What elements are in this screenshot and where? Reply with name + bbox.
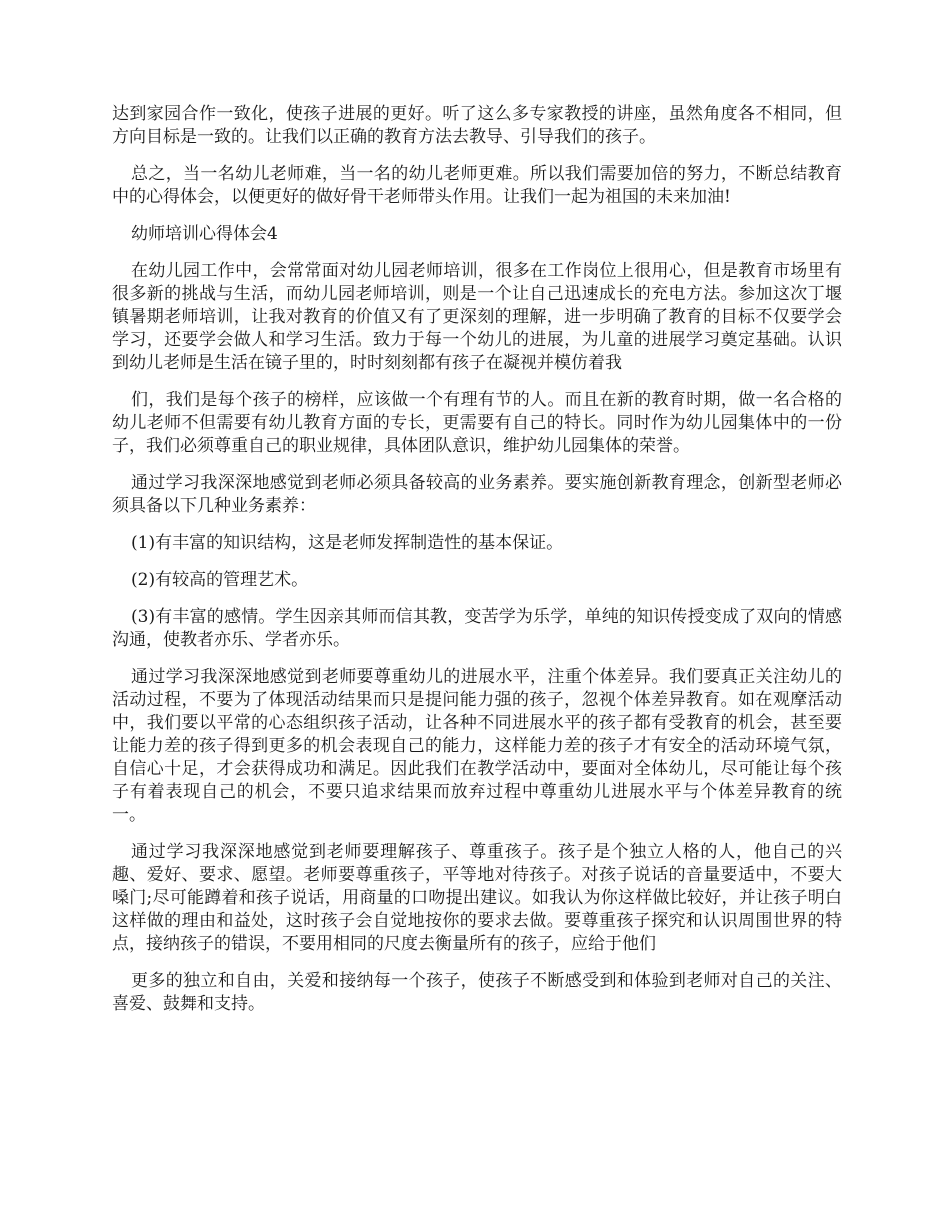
paragraph-training-overview: 在幼儿园工作中，会常常面对幼儿园老师培训，很多在工作岗位上很用心，但是教育市场里有很多新的挑战与生活，而幼儿园老师培训，则是一个让自己迅速成长的充电方法。参加这次丁堰镇暑期老师培训，让我对教育的价值又有了更深刻的理解，进一步明确了教育的目标不仅要学会学习，还要学会做人和学习生活。致力于每一个幼儿的进展，为儿童的进展学习奠定基础。认识到幼儿老师是生活在镜子里的，时时刻刻都有孩子在凝视并模仿着我 bbox=[112, 261, 842, 373]
paragraph-respect-children: 通过学习我深深地感觉到老师要理解孩子、尊重孩子。孩子是个独立人格的人，他自己的兴趣、爱好、要求、愿望。老师要尊重孩子，平等地对待孩子。对孩子说话的音量要适中，不要大嗓门;尽可能蹲着和孩子说话，用商量的口吻提出建议。如我认为你这样做比较好，并让孩子明白这样做的理由和益处，这时孩子会自觉地按你的要求去做。要尊重孩子探究和认识周围世界的特点，接纳孩子的错误，不要用相同的尺度去衡量所有的孩子，应给于他们 bbox=[112, 842, 842, 954]
paragraph-professional-quality: 通过学习我深深地感觉到老师必须具备较高的业务素养。要实施创新教育理念，创新型老师必须具备以下几种业务素养： bbox=[112, 473, 842, 516]
section-heading: 幼师培训心得体会4 bbox=[131, 224, 278, 244]
list-item-management: (2)有较高的管理艺术。 bbox=[131, 570, 309, 590]
paragraph-individual-differences: 通过学习我深深地感觉到老师要尊重幼儿的进展水平，注重个体差异。我们要真正关注幼儿的活动过程，不要为了体现活动结果而只是提问能力强的孩子，忽视个体差异教育。如在观摩活动中，我们要以平常的心态组织孩子活动，让各种不同进展水平的孩子都有受教育的机会，甚至要让能力差的孩子得到更多的机会表现自己的能力，这样能力差的孩子才有安全的活动环境气氛，自信心十足，才会获得成功和满足。因此我们在教学活动中，要面对全体幼儿，尽可能让每个孩子有着表现自己的机会，不要只追求结果而放弃过程中尊重幼儿进展水平与个体差异教育的统一。 bbox=[112, 667, 842, 825]
paragraph-conclusion: 总之，当一名幼儿老师难，当一名的幼儿老师更难。所以我们需要加倍的努力，不断总结教育中的心得体会，以便更好的做好骨干老师带头作用。让我们一起为祖国的未来加油! bbox=[112, 164, 842, 207]
list-item-knowledge: (1)有丰富的知识结构，这是老师发挥制造性的基本保证。 bbox=[131, 533, 564, 553]
list-item-emotion: (3)有丰富的感情。学生因亲其师而信其教，变苦学为乐学，单纯的知识传授变成了双向的情感沟通，使教者亦乐、学者亦乐。 bbox=[112, 607, 842, 650]
paragraph-role-model: 们，我们是每个孩子的榜样，应该做一个有理有节的人。而且在新的教育时期，做一名合格的幼儿老师不但需要有幼儿教育方面的专长，更需要有自己的特长。同时作为幼儿园集体中的一份子，我们必须尊重自己的职业规律，具体团队意识，维护幼儿园集体的荣誉。 bbox=[112, 390, 842, 456]
paragraph-intro-continuation: 达到家园合作一致化，使孩子进展的更好。听了这么多专家教授的讲座，虽然角度各不相同，但方向目标是一致的。让我们以正确的教育方法去教导、引导我们的孩子。 bbox=[112, 104, 842, 147]
document-page bbox=[112, 103, 842, 1030]
paragraph-independence: 更多的独立和自由，关爱和接纳每一个孩子，使孩子不断感受到和体验到老师对自己的关注、喜爱、鼓舞和支持。 bbox=[112, 971, 842, 1014]
